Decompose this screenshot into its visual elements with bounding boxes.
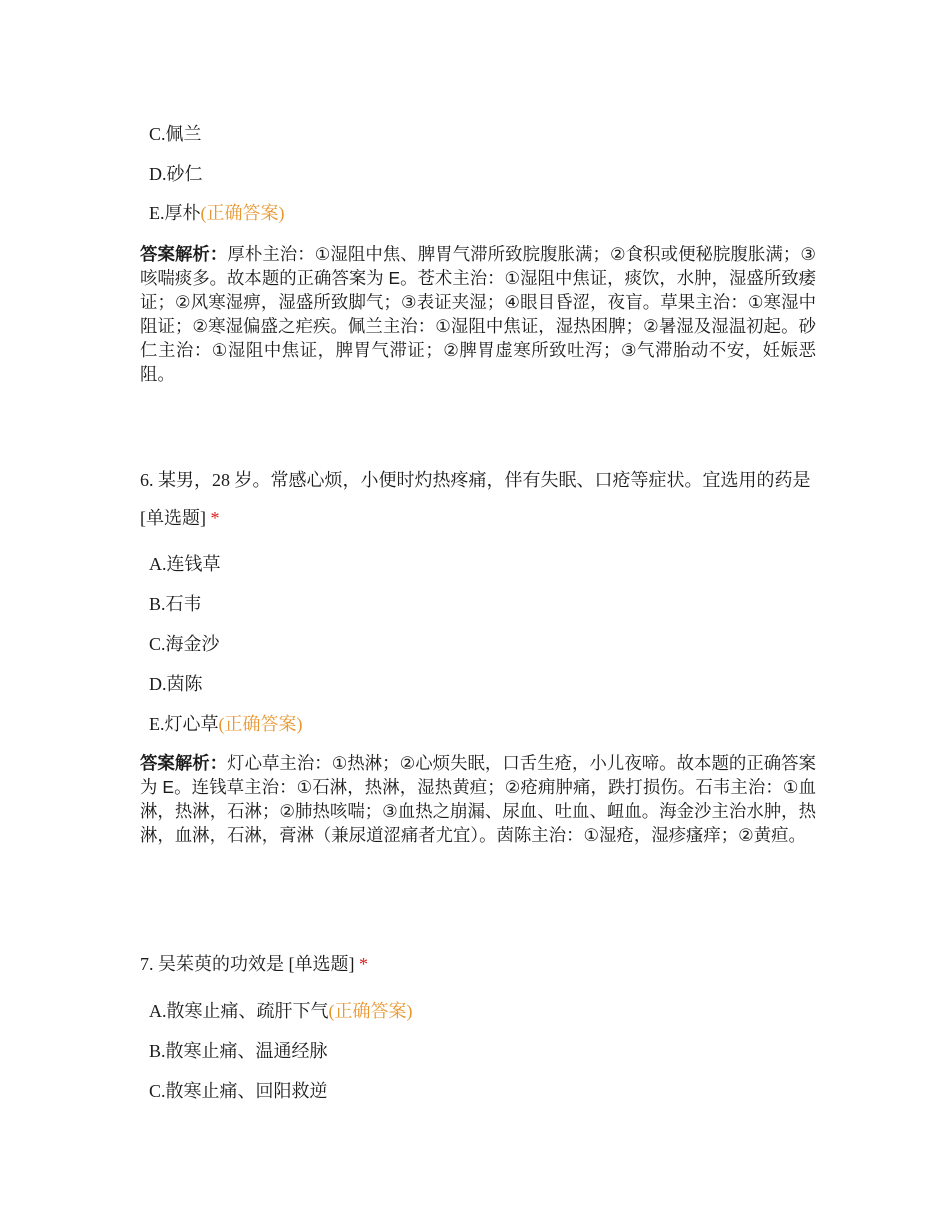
- correct-answer-mark: (正确答案): [218, 714, 303, 734]
- option-letter: C.: [149, 634, 166, 654]
- analysis-text: 灯心草主治：①热淋；②心烦失眠，口舌生疮，小儿夜啼。故本题的正确答案为 E。连钱草主治：①石淋，热淋，湿热黄疸；②疮痈肿痛，跌打损伤。石韦主治：①血淋，热淋，石淋；②肺热咳喘；③血热之崩漏、尿血、吐血、衄血。海金沙主治水肿，热淋，血淋，石淋，膏淋（兼尿道涩痛者尤宜）。茵陈主治：①湿疮，湿疹瘙痒；②黄疸。: [140, 753, 816, 845]
- q6-answer-analysis: [140, 751, 816, 847]
- required-mark: *: [210, 508, 220, 528]
- option-text: 佩兰: [165, 124, 202, 144]
- option-letter: A.: [149, 1001, 167, 1021]
- option-text: 砂仁: [166, 164, 203, 184]
- q6-question: [140, 461, 816, 537]
- option-text: 散寒止痛、疏肝下气: [166, 1001, 329, 1021]
- q5-option-c[interactable]: [149, 122, 202, 146]
- q7-option-a[interactable]: [149, 999, 413, 1023]
- correct-answer-mark: (正确答案): [200, 203, 285, 223]
- option-text: 石韦: [165, 594, 202, 614]
- q5-option-d[interactable]: [149, 162, 203, 186]
- q6-option-c[interactable]: [149, 632, 220, 656]
- option-letter: C.: [149, 1081, 166, 1101]
- option-letter: D.: [149, 164, 167, 184]
- option-letter: A.: [149, 554, 167, 574]
- option-letter: C.: [149, 124, 166, 144]
- option-text: 散寒止痛、回阳救逆: [165, 1081, 328, 1101]
- q5-answer-analysis: [140, 242, 816, 386]
- option-letter: B.: [149, 594, 166, 614]
- option-text: 连钱草: [166, 554, 221, 574]
- option-text: 茵陈: [166, 674, 203, 694]
- question-text: 6. 某男，28 岁。常感心烦，小便时灼热疼痛，伴有失眠、口疮等症状。宜选用的药是 [单选题]: [140, 470, 811, 528]
- q7-option-c[interactable]: [149, 1079, 328, 1103]
- option-letter: D.: [149, 674, 167, 694]
- option-text: 灯心草: [164, 714, 219, 734]
- q5-option-e[interactable]: [149, 201, 285, 225]
- option-text: 海金沙: [165, 634, 220, 654]
- analysis-text: 厚朴主治：①湿阻中焦、脾胃气滞所致脘腹胀满；②食积或便秘脘腹胀满；③咳喘痰多。故本题的正确答案为 E。苍术主治：①湿阻中焦证，痰饮，水肿，湿盛所致痿证；②风寒湿痹，湿盛所致脚气；③表证夹湿；④眼目昏涩，夜盲。草果主治：①寒湿中阻证；②寒湿偏盛之疟疾。佩兰主治：①湿阻中焦证，湿热困脾；②暑湿及湿温初起。砂仁主治：①湿阻中焦证，脾胃气滞证；②脾胃虚寒所致吐泻；③气滞胎动不安，妊娠恶阻。: [140, 244, 816, 384]
- q6-option-e[interactable]: [149, 712, 303, 736]
- option-letter: E.: [149, 203, 165, 223]
- question-text: 7. 吴茱萸的功效是 [单选题]: [140, 954, 355, 974]
- option-text: 厚朴: [164, 203, 201, 223]
- analysis-label: 答案解析：: [140, 244, 228, 264]
- q6-option-d[interactable]: [149, 672, 203, 696]
- q6-option-b[interactable]: [149, 592, 202, 616]
- option-letter: E.: [149, 714, 165, 734]
- option-letter: B.: [149, 1041, 166, 1061]
- correct-answer-mark: (正确答案): [328, 1001, 413, 1021]
- q7-option-b[interactable]: [149, 1039, 328, 1063]
- required-mark: *: [359, 954, 368, 974]
- option-text: 散寒止痛、温通经脉: [165, 1041, 328, 1061]
- analysis-label: 答案解析：: [140, 753, 228, 773]
- q7-question: [140, 945, 816, 983]
- q6-option-a[interactable]: [149, 552, 221, 576]
